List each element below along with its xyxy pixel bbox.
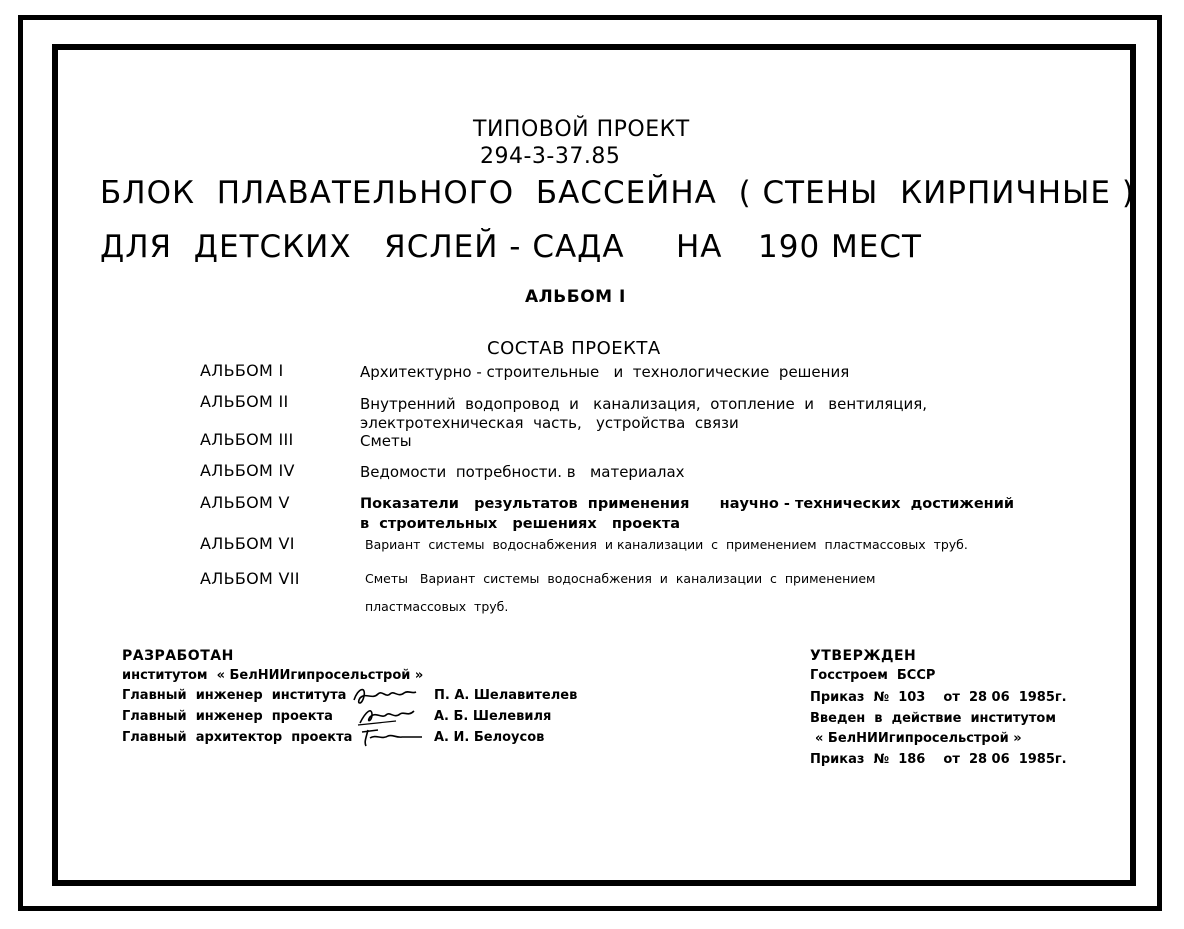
approved-line-3: Введен в действие институтом — [810, 711, 1056, 726]
title-line-1: БЛОК ПЛАВАТЕЛЬНОГО БАССЕЙНА ( СТЕНЫ КИРПИЧНЫЕ ) — [100, 175, 1135, 211]
role-chief-engineer-project: Главный инженер проекта — [122, 709, 333, 724]
album-7-desc-2: пластмассовых труб. — [365, 599, 509, 614]
composition-heading: СОСТАВ ПРОЕКТА — [487, 338, 661, 359]
approved-line-2: Приказ № 103 от 28 06 1985г. — [810, 690, 1067, 705]
album-4-desc: Ведомости потребности. в материалах — [360, 463, 685, 481]
album-label: АЛЬБОМ I — [525, 287, 626, 307]
role-chief-architect: Главный архитектор проекта — [122, 730, 353, 745]
person-chief-engineer-project: А. Б. Шелевиля — [434, 709, 552, 724]
album-2-desc: Внутренний водопровод и канализация, отопление и вентиляция, — [360, 395, 928, 413]
album-7-desc: Сметы Вариант системы водоснабжения и канализации с применением — [365, 571, 876, 586]
album-6-desc: Вариант системы водоснабжения и канализации с применением пластмассовых труб. — [365, 537, 968, 552]
person-chief-engineer-institute: П. А. Шелавителев — [434, 688, 578, 703]
album-5-name: АЛЬБОМ V — [200, 493, 290, 512]
project-type: ТИПОВОЙ ПРОЕКТ — [473, 117, 690, 142]
developed-heading: РАЗРАБОТАН — [122, 648, 234, 664]
album-2-name: АЛЬБОМ II — [200, 392, 289, 411]
signature-2-icon — [356, 705, 426, 727]
title-line-2c: 190 МЕСТ — [758, 229, 922, 265]
person-chief-architect: А. И. Белоусов — [434, 730, 545, 745]
album-1-desc: Архитектурно - строительные и технологические решения — [360, 363, 850, 381]
role-chief-engineer-institute: Главный инженер института — [122, 688, 347, 703]
album-3-name: АЛЬБОМ III — [200, 430, 294, 449]
signature-3-icon — [356, 726, 426, 748]
album-6-name: АЛЬБОМ VI — [200, 534, 295, 553]
project-code: 294-3-37.85 — [480, 144, 621, 169]
album-2-desc-2: электротехническая часть, устройства связи — [360, 414, 739, 432]
album-1-name: АЛЬБОМ I — [200, 361, 284, 380]
album-7-name: АЛЬБОМ VII — [200, 569, 300, 588]
album-5-desc-2: в строительных решениях проекта — [360, 516, 681, 532]
title-line-2b: НА — [676, 229, 723, 265]
developed-institute: институтом « БелНИИгипросельстрой » — [122, 668, 424, 683]
approved-line-5: Приказ № 186 от 28 06 1985г. — [810, 752, 1067, 767]
approved-line-1: Госстроем БССР — [810, 668, 936, 683]
approved-heading: УТВЕРЖДЕН — [810, 648, 917, 664]
approved-line-4: « БелНИИгипросельстрой » — [815, 731, 1022, 746]
signature-1-icon — [350, 684, 420, 706]
album-3-desc: Сметы — [360, 432, 412, 450]
album-4-name: АЛЬБОМ IV — [200, 461, 295, 480]
title-line-2a: ДЛЯ ДЕТСКИХ ЯСЛЕЙ - САДА — [100, 229, 625, 265]
album-5-desc: Показатели результатов применения научно - технических достижений — [360, 496, 1015, 512]
